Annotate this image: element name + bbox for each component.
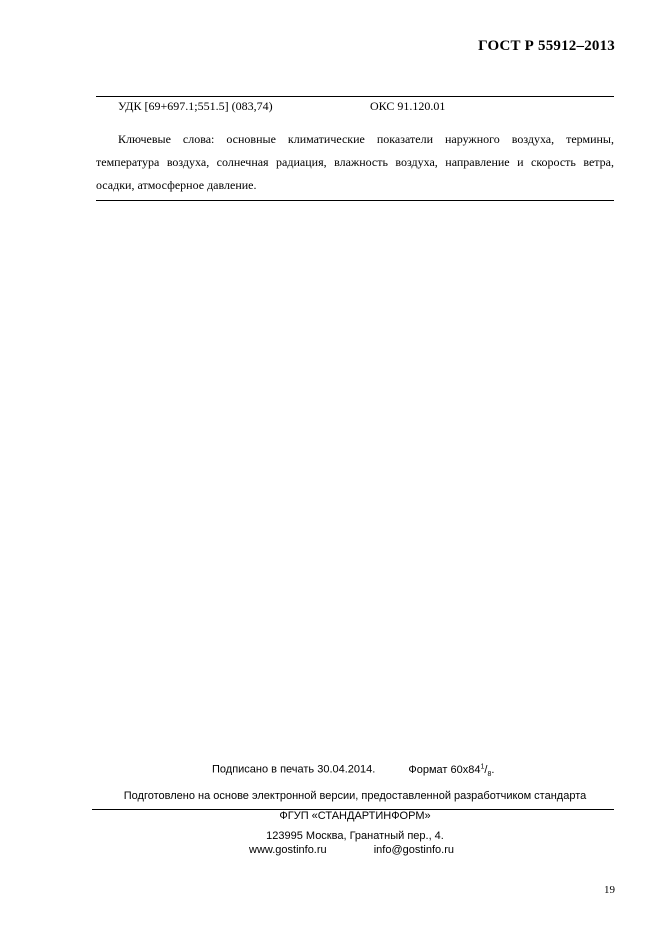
signed-date: Подписано в печать 30.04.2014. — [212, 763, 376, 776]
publisher-email: info@gostinfo.ru — [373, 844, 454, 856]
top-divider — [96, 96, 614, 97]
keywords-divider — [96, 200, 614, 201]
publisher-website: www.gostinfo.ru — [249, 844, 327, 856]
publisher-name: ФГУП «СТАНДАРТИНФОРМ» — [279, 810, 431, 822]
standard-title: ГОСТ Р 55912–2013 — [478, 38, 615, 54]
publisher-address: 123995 Москва, Гранатный пер., 4. — [266, 830, 444, 842]
page-number: 19 — [604, 884, 615, 896]
publisher-contacts — [249, 844, 454, 856]
udk-code: УДК [69+697.1;551.5] (083,74) — [118, 99, 273, 113]
print-info-line — [212, 763, 494, 778]
oks-code: ОКС 91.120.01 — [370, 99, 446, 113]
format-prefix: Формат 60x84 — [408, 763, 481, 776]
prepared-note: Подготовлено на основе электронной версии, предоставленной разработчиком стандарта — [123, 790, 587, 802]
format-suffix: . — [491, 763, 495, 776]
keywords-paragraph: Ключевые слова: основные климатические показатели наружного воздуха, термины, температура воздуха, солнечная радиация, влажность воздуха, направление и скорость ветра, осадки, атмосферное давление. — [96, 132, 614, 192]
paper-format: Формат $60x84^1/_8$. — [408, 763, 495, 778]
format-denominator: 8 — [487, 770, 492, 778]
classification-line — [118, 99, 446, 114]
format-numerator: 1 — [480, 763, 485, 770]
